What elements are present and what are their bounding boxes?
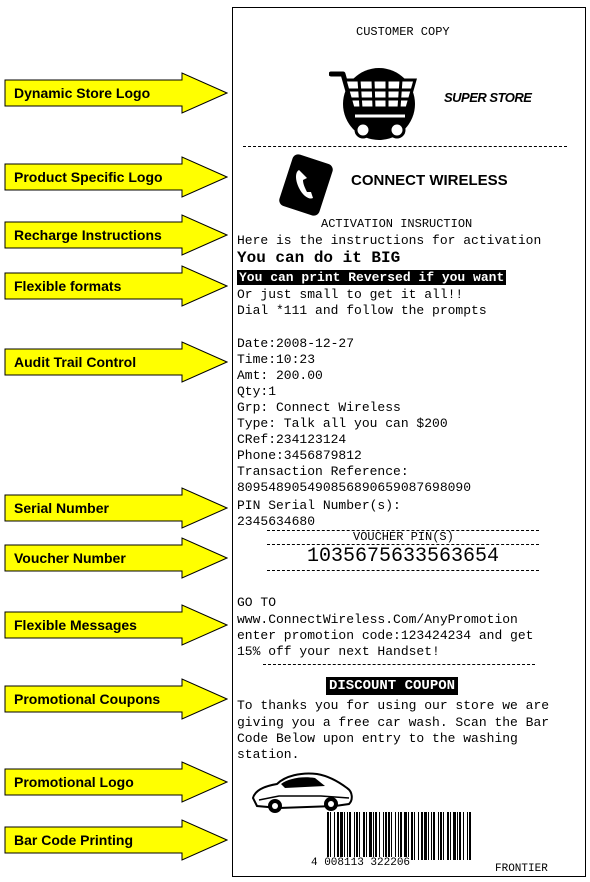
barcode-bar — [440, 812, 442, 860]
annotation-label: Serial Number — [14, 500, 109, 516]
barcode-bar — [424, 812, 427, 860]
pin-serial-value: 2345634680 — [237, 514, 316, 529]
promo-url: www.ConnectWireless.Com/AnyPromotion — [237, 612, 518, 627]
shopping-cart-icon — [329, 64, 429, 146]
annotation-flexible-formats — [4, 265, 228, 307]
annotation-label: Promotional Logo — [14, 774, 134, 790]
audit-qty: Qty:1 — [237, 384, 277, 399]
barcode-bar — [369, 812, 372, 860]
barcode-bar — [330, 812, 331, 860]
barcode-bar — [383, 812, 384, 860]
barcode-bar — [337, 812, 339, 860]
annotation-label: Flexible formats — [14, 278, 122, 294]
divider — [267, 570, 539, 571]
annotation-label: Dynamic Store Logo — [14, 85, 151, 101]
annotation-bar-code-printing — [4, 819, 228, 861]
barcode-bar — [375, 812, 377, 860]
audit-cref: CRef:234123124 — [237, 432, 347, 447]
annotation-recharge-instructions — [4, 214, 228, 256]
audit-type: Type: Talk all you can $200 — [237, 416, 448, 431]
barcode-bar — [411, 812, 413, 860]
barcode-digits: 4 008113 322206 — [311, 857, 411, 869]
barcode-bar — [391, 812, 392, 860]
audit-date: Date:2008-12-27 — [237, 336, 355, 351]
activation-title: ACTIVATION INSRUCTION — [321, 217, 473, 231]
coupon-text-line: station. — [237, 747, 300, 762]
barcode-bar — [469, 812, 471, 860]
audit-amount: Amt: 200.00 — [237, 368, 323, 383]
annotation-promotional-logo — [4, 761, 228, 803]
product-name: CONNECT WIRELESS — [351, 172, 508, 189]
receipt — [232, 7, 586, 877]
barcode-bar — [431, 812, 432, 860]
barcode-bar — [463, 812, 464, 860]
barcode-bar — [457, 812, 458, 860]
instructions-line: Here is the instructions for activation — [237, 233, 542, 248]
barcode-bar — [459, 812, 461, 860]
reversed-text-line — [237, 270, 506, 286]
phone-icon — [275, 154, 337, 216]
barcode-bar — [366, 812, 367, 860]
annotation-label: Recharge Instructions — [14, 227, 162, 243]
barcode-bar — [356, 812, 358, 860]
audit-phone: Phone:3456879812 — [237, 448, 362, 463]
car-icon — [251, 768, 355, 814]
coupon-text-line: To thanks you for using our store we are — [237, 698, 550, 713]
annotation-promotional-coupons — [4, 678, 228, 720]
voucher-number: 1035675633563654 — [307, 545, 500, 568]
store-name: SUPER STORE — [444, 90, 532, 105]
barcode-bar — [349, 812, 351, 860]
big-text-line: You can do it BIG — [237, 249, 401, 267]
annotation-label: Promotional Coupons — [14, 691, 161, 707]
barcode-bar — [421, 812, 423, 860]
barcode-bar — [467, 812, 468, 860]
customer-copy-label: CUSTOMER COPY — [356, 25, 450, 39]
divider — [243, 146, 567, 147]
barcode-bar — [373, 812, 374, 860]
dial-line: Dial *111 and follow the prompts — [237, 303, 487, 318]
coupon-title: DISCOUNT COUPON — [326, 677, 458, 695]
barcode-bar — [414, 812, 415, 860]
barcode-bar — [443, 812, 444, 860]
annotation-label: Audit Trail Control — [14, 354, 137, 370]
barcode-bar — [359, 812, 360, 860]
barcode-bar — [438, 812, 439, 860]
annotation-product-specific-logo — [4, 156, 228, 198]
annotation-dynamic-store-logo — [4, 72, 228, 114]
promo-code-line: enter promotion code:123424234 and get — [237, 628, 534, 643]
audit-group: Grp: Connect Wireless — [237, 400, 401, 415]
barcode-bar — [395, 812, 396, 860]
barcode-bar — [450, 812, 451, 860]
audit-time: Time:10:23 — [237, 352, 316, 367]
annotation-label: Voucher Number — [14, 550, 126, 566]
reversed-text: You can print Reversed if you want — [239, 270, 505, 285]
barcode-bar — [453, 812, 456, 860]
barcode-bar — [327, 812, 329, 860]
barcode-bar — [447, 812, 449, 860]
barcode-bar — [354, 812, 355, 860]
barcode-bar — [340, 812, 343, 860]
coupon-text-line: giving you a free car wash. Scan the Bar — [237, 715, 550, 730]
voucher-label: VOUCHER PIN(S) — [353, 530, 454, 544]
barcode-bar — [433, 812, 435, 860]
barcode-bar — [347, 812, 348, 860]
barcode-bar — [398, 812, 399, 860]
barcode-bar — [400, 812, 402, 860]
small-text-line: Or just small to get it all!! — [237, 287, 464, 302]
barcode-bar — [418, 812, 419, 860]
annotation-flexible-messages — [4, 604, 228, 646]
barcode-bar — [344, 812, 345, 860]
barcode-bar — [388, 812, 390, 860]
promo-offer-line: 15% off your next Handset! — [237, 644, 440, 659]
barcode-bar — [385, 812, 387, 860]
divider — [263, 664, 535, 665]
annotation-label: Bar Code Printing — [14, 832, 134, 848]
annotation-voucher-number — [4, 537, 228, 579]
annotation-label: Product Specific Logo — [14, 169, 163, 185]
coupon-text-line: Code Below upon entry to the washing — [237, 731, 518, 746]
annotation-audit-trail-control — [4, 341, 228, 383]
annotation-label: Flexible Messages — [14, 617, 137, 633]
annotation-serial-number — [4, 487, 228, 529]
promo-goto: GO TO — [237, 595, 277, 610]
footer-label: FRONTIER — [495, 863, 548, 875]
pin-serial-label: PIN Serial Number(s): — [237, 498, 401, 513]
barcode-bar — [428, 812, 429, 860]
barcode-bar — [334, 812, 335, 860]
barcode-bar — [404, 812, 407, 860]
audit-transaction-value: 809548905490856890659087698090 — [237, 480, 472, 495]
barcode-bar — [408, 812, 409, 860]
audit-transaction-label: Transaction Reference: — [237, 464, 409, 479]
barcode-bar — [379, 812, 380, 860]
barcode-bar — [363, 812, 365, 860]
